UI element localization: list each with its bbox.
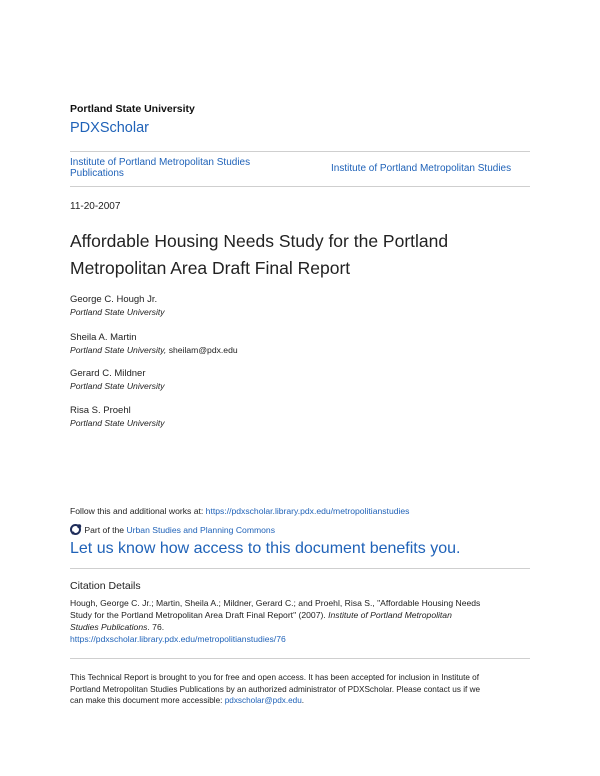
author-block	[70, 368, 165, 392]
contact-email-link[interactable]: pdxscholar@pdx.edu	[224, 696, 302, 705]
citation-text	[70, 597, 540, 645]
citation-line-1: Hough, George C. Jr.; Martin, Sheila A.; Mildner, Gerard C.; and Proehl, Risa S., "Affordable Housing Needs	[70, 598, 481, 608]
citation-heading: Citation Details	[70, 580, 141, 592]
benefits-feedback-link[interactable]: Let us know how access to this document benefits you.	[70, 540, 461, 557]
title-line-2: Metropolitan Area Draft Final Report	[70, 258, 351, 278]
author-affiliation: Portland State University	[70, 418, 165, 428]
publication-date: 11-20-2007	[70, 201, 121, 212]
citation-title-text: Study for the Portland Metropolitan Area Draft Final Report" (2007).	[70, 610, 326, 620]
notice-line-3	[70, 695, 540, 707]
citation-number: . 76.	[147, 622, 165, 632]
collection-link-right[interactable]: Institute of Portland Metropolitan Studies	[331, 163, 512, 174]
author-affiliation: Portland State University,	[70, 345, 167, 355]
follow-url-link[interactable]: https://pdxscholar.library.pdx.edu/metropolitianstudies	[205, 506, 410, 516]
author-name: Risa S. Proehl	[70, 405, 131, 416]
university-name: Portland State University	[70, 103, 195, 115]
part-of-line	[70, 524, 275, 538]
collection-link-left[interactable]: Institute of Portland Metropolitan Studies Publications	[70, 157, 251, 179]
title-line-1: Affordable Housing Needs Study for the Portland	[70, 231, 449, 251]
access-notice	[70, 672, 540, 707]
divider-citation	[70, 568, 530, 569]
commons-link[interactable]: Urban Studies and Planning Commons	[126, 525, 276, 535]
follow-line	[70, 506, 409, 517]
author-name: Sheila A. Martin	[70, 332, 137, 343]
divider-top	[70, 151, 530, 152]
citation-url-link[interactable]: https://pdxscholar.library.pdx.edu/metropolitianstudies/76	[70, 634, 286, 644]
author-affiliation: Portland State University	[70, 381, 165, 391]
divider-notice	[70, 658, 530, 659]
citation-series-cont: Studies Publications	[70, 622, 148, 632]
follow-prefix: Follow this and additional works at:	[70, 506, 206, 516]
author-name: George C. Hough Jr.	[70, 294, 158, 305]
repository-link[interactable]: PDXScholar	[70, 120, 149, 136]
author-block	[70, 332, 238, 356]
notice-line-1: This Technical Report is brought to you for free and open access. It has been accepted for inclusion in Institute of	[70, 673, 480, 682]
author-affiliation: Portland State University	[70, 307, 165, 317]
citation-series: Institute of Portland Metropolitan	[328, 610, 452, 620]
author-email: sheilam@pdx.edu	[168, 345, 238, 355]
notice-suffix: .	[301, 696, 305, 705]
part-of-prefix: Part of the	[84, 525, 127, 535]
citation-line-3	[70, 621, 540, 633]
divider-collections	[70, 186, 530, 187]
author-affiliation-line	[70, 344, 238, 356]
citation-line-4	[70, 633, 540, 645]
citation-line-2	[70, 609, 540, 621]
commons-network-icon	[70, 524, 82, 538]
notice-prefix: can make this document more accessible:	[70, 696, 225, 705]
document-title	[70, 228, 540, 282]
author-block	[70, 294, 165, 318]
notice-line-2: Portland Metropolitan Studies Publications by an authorized administrator of PDXScholar. Please contact us if we	[70, 684, 481, 694]
author-name: Gerard C. Mildner	[70, 368, 146, 379]
author-block	[70, 405, 165, 429]
